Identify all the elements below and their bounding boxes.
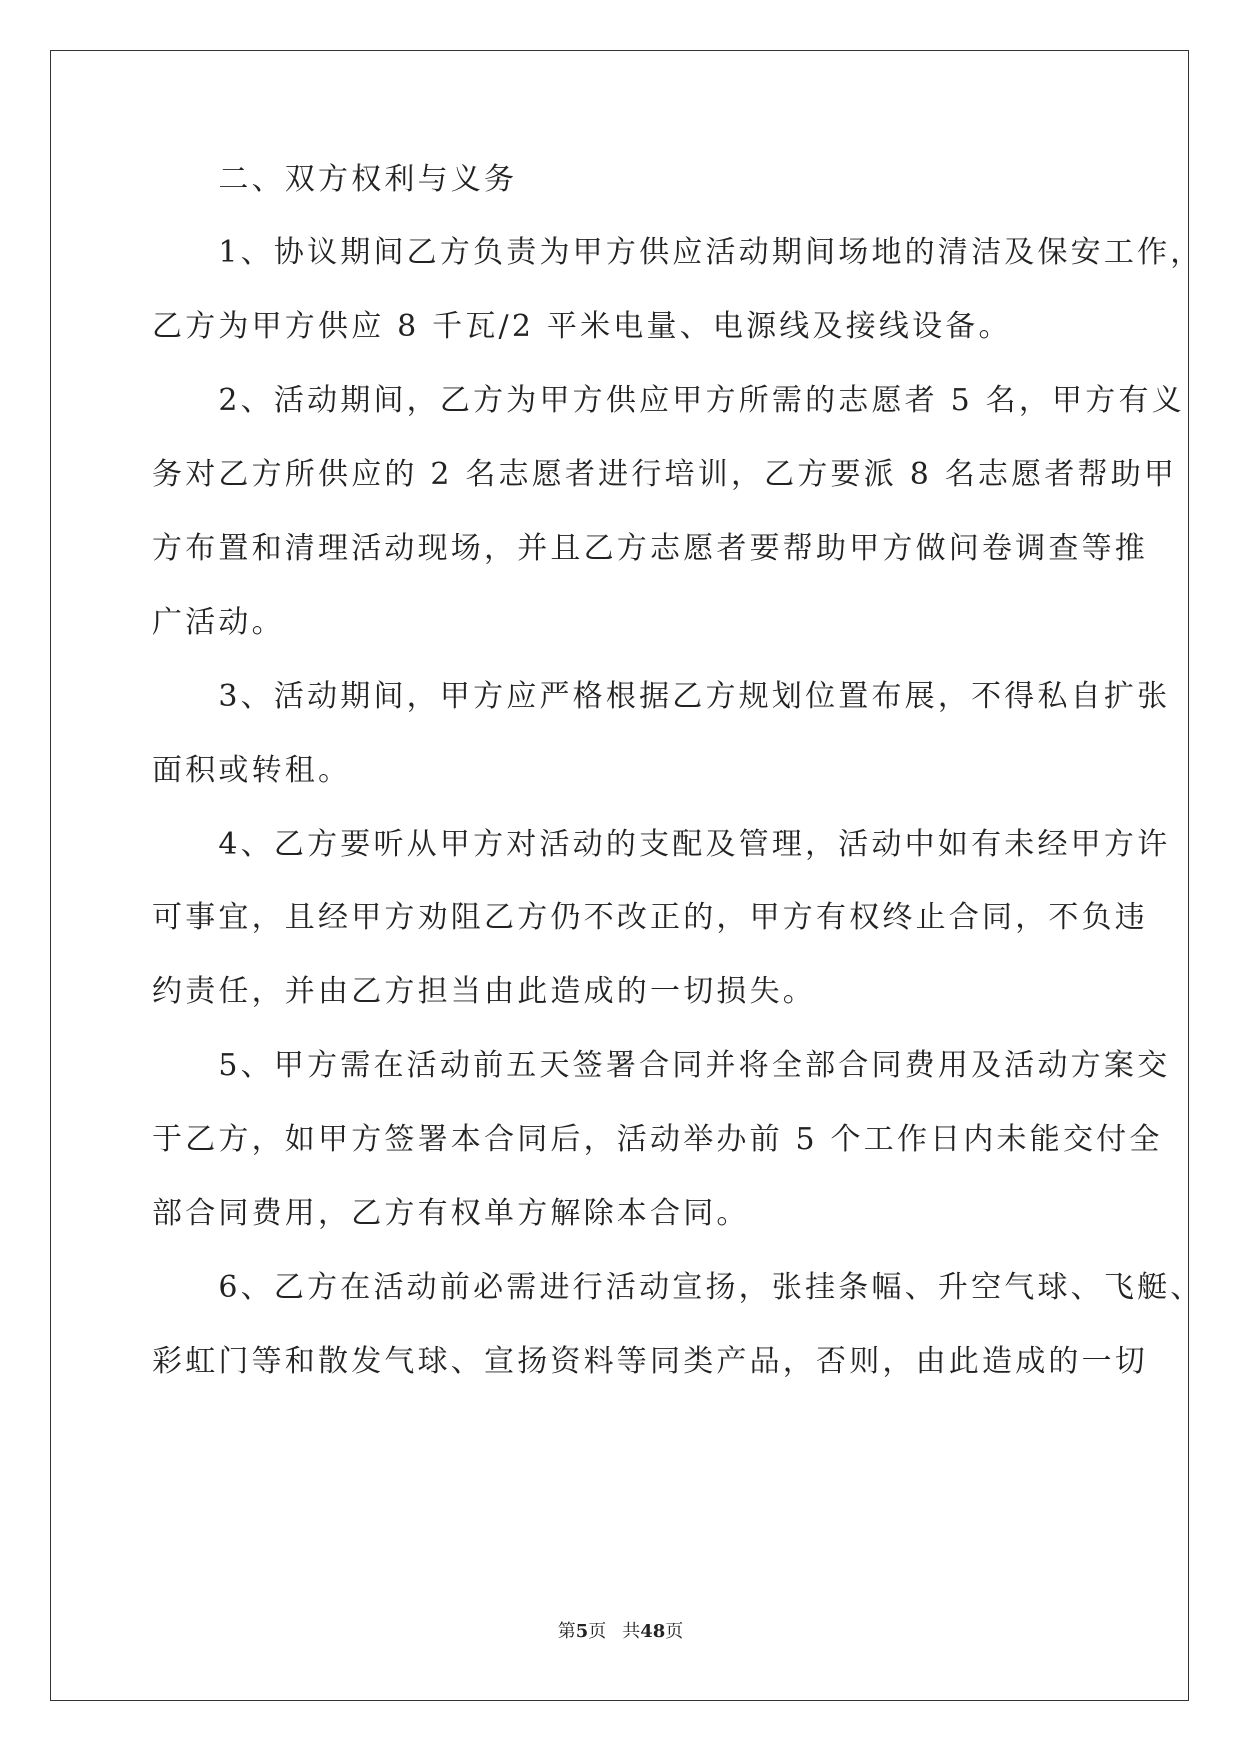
page-footer bbox=[0, 1620, 1241, 1644]
footer-prefix: 第 bbox=[557, 1621, 576, 1642]
text-line: 部合同费用，乙方有权单方解除本合同。 bbox=[152, 1196, 750, 1231]
page-border bbox=[50, 50, 1189, 1701]
footer-total-suffix: 页 bbox=[665, 1621, 684, 1642]
text-line: 5、甲方需在活动前五天签署合同并将全部合同费用及活动方案交 bbox=[152, 1048, 1171, 1083]
text-line: 二、双方权利与义务 bbox=[152, 162, 518, 197]
footer-page-suffix: 页 bbox=[588, 1621, 607, 1642]
text-line: 彩虹门等和散发气球、宣扬资料等同类产品，否则，由此造成的一切 bbox=[152, 1344, 1148, 1379]
text-line: 面积或转租。 bbox=[152, 753, 352, 788]
current-page-number: 5 bbox=[575, 1621, 589, 1642]
total-page-count: 48 bbox=[640, 1621, 666, 1642]
text-line: 乙方为甲方供应 8 千瓦/2 平米电量、电源线及接线设备。 bbox=[152, 309, 1012, 344]
text-line: 2、活动期间，乙方为甲方供应甲方所需的志愿者 5 名，甲方有义 bbox=[152, 383, 1185, 418]
text-line: 4、乙方要听从甲方对活动的支配及管理，活动中如有未经甲方许 bbox=[152, 827, 1171, 862]
text-line: 可事宜，且经甲方劝阻乙方仍不改正的，甲方有权终止合同，不负违 bbox=[152, 900, 1148, 935]
text-line: 3、活动期间，甲方应严格根据乙方规划位置布展，不得私自扩张 bbox=[152, 679, 1171, 714]
text-line: 约责任，并由乙方担当由此造成的一切损失。 bbox=[152, 974, 816, 1009]
text-line: 务对乙方所供应的 2 名志愿者进行培训，乙方要派 8 名志愿者帮助甲 bbox=[152, 457, 1178, 492]
text-line: 6、乙方在活动前必需进行活动宣扬，张挂条幅、升空气球、飞艇、 bbox=[152, 1270, 1204, 1305]
text-line: 1、协议期间乙方负责为甲方供应活动期间场地的清洁及保安工作， bbox=[152, 235, 1204, 270]
text-line: 于乙方，如甲方签署本合同后，活动举办前 5 个工作日内未能交付全 bbox=[152, 1122, 1163, 1157]
text-line: 方布置和清理活动现场，并且乙方志愿者要帮助甲方做问卷调查等推 bbox=[152, 531, 1148, 566]
text-line: 广活动。 bbox=[152, 605, 285, 640]
footer-total-prefix: 共 bbox=[622, 1621, 641, 1642]
